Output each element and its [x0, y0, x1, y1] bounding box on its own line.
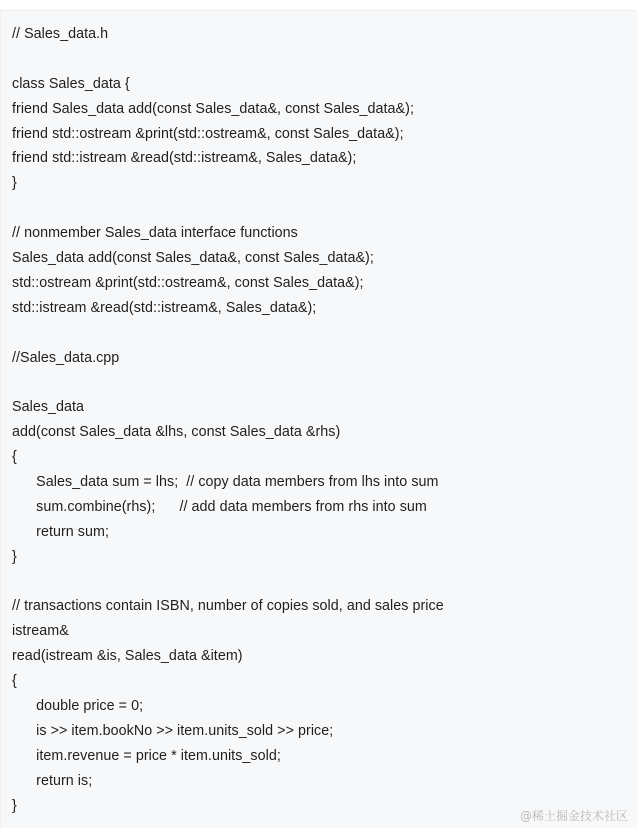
code-line: }	[12, 175, 17, 192]
code-line: {	[12, 673, 17, 690]
code-line: add(const Sales_data &lhs, const Sales_data &rhs)	[12, 424, 341, 441]
code-line: is >> item.bookNo >> item.units_sold >> price;	[12, 722, 334, 739]
code-line: friend std::ostream &print(std::ostream&, const Sales_data&);	[12, 125, 404, 142]
code-line: Sales_data add(const Sales_data&, const Sales_data&);	[12, 250, 374, 267]
code-line	[12, 196, 444, 221]
code-line: }	[12, 548, 17, 565]
code-line: {	[12, 449, 17, 466]
code-line: sum.combine(rhs); // add data members from rhs into sum	[12, 498, 427, 515]
code-line: std::istream &read(std::istream&, Sales_data&);	[12, 299, 317, 316]
code-lines	[12, 22, 444, 819]
code-line: istream&	[12, 623, 69, 640]
code-line: read(istream &is, Sales_data &item)	[12, 648, 243, 665]
code-line: std::ostream &print(std::ostream&, const Sales_data&);	[12, 274, 364, 291]
code-line	[12, 570, 444, 595]
code-line: return sum;	[12, 523, 109, 540]
code-line: double price = 0;	[12, 698, 144, 715]
code-line: return is;	[12, 772, 93, 789]
code-line: item.revenue = price * item.units_sold;	[12, 747, 281, 764]
code-line: Sales_data	[12, 399, 85, 416]
code-line: // transactions contain ISBN, number of copies sold, and sales price	[12, 598, 444, 615]
code-line: //Sales_data.cpp	[12, 349, 120, 366]
code-line: class Sales_data {	[12, 75, 130, 92]
code-line: // Sales_data.h	[12, 26, 109, 42]
code-line: friend std::istream &read(std::istream&, Sales_data&);	[12, 150, 357, 167]
code-line: friend Sales_data add(const Sales_data&, const Sales_data&);	[12, 100, 414, 117]
code-line: // nonmember Sales_data interface functions	[12, 225, 298, 242]
code-line	[12, 47, 444, 72]
watermark: @稀土掘金技术社区	[519, 809, 628, 823]
code-line	[12, 321, 444, 346]
code-line	[12, 370, 444, 395]
code-line: }	[12, 797, 17, 814]
code-line: Sales_data sum = lhs; // copy data members from lhs into sum	[12, 474, 439, 491]
code-block	[0, 10, 637, 828]
